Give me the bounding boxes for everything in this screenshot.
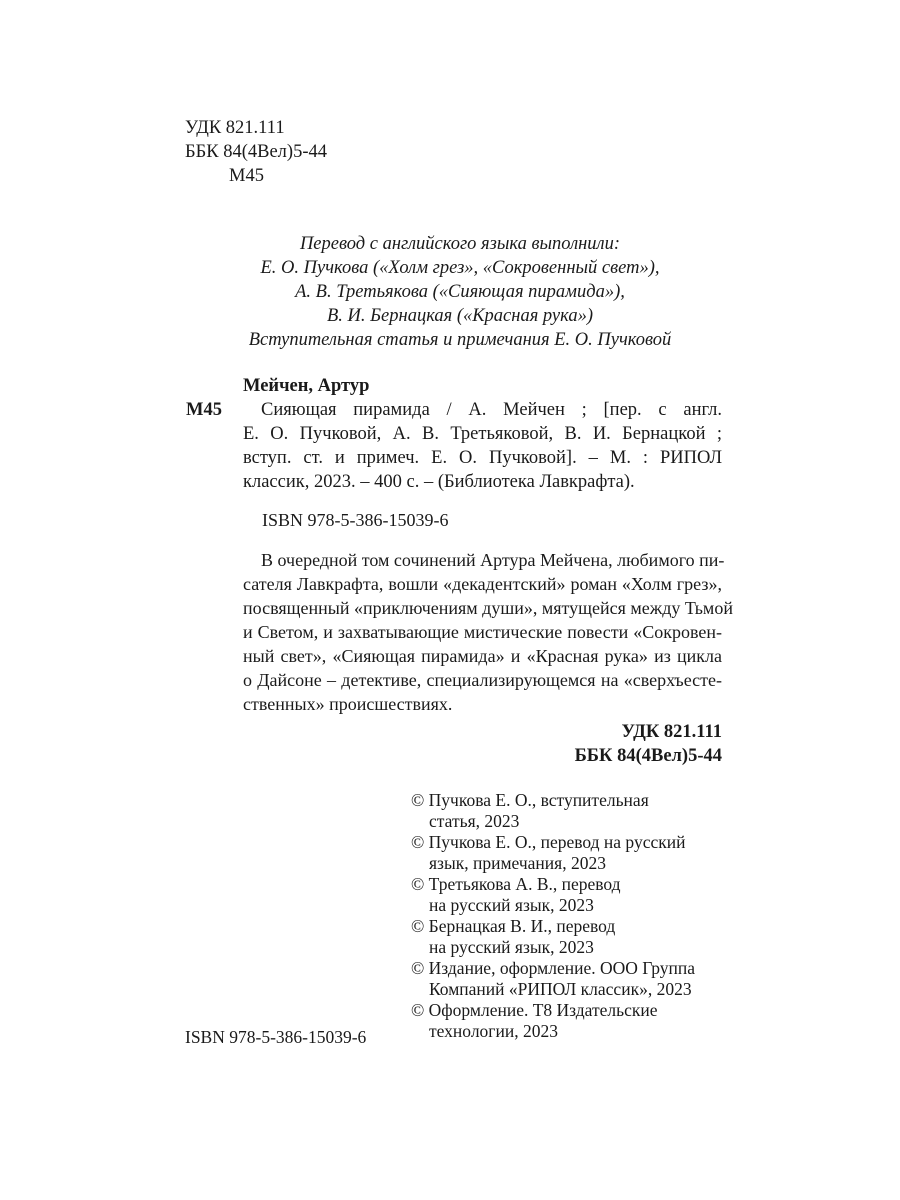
annotation [243, 550, 733, 718]
copyright-item: © Оформление. Т8 Издательские технологии, 2023 [411, 1000, 658, 1041]
annotation-line: сателя Лавкрафта, вошли «декадентский» роман «Холм грез», [243, 574, 722, 594]
annotation-line: о Дайсоне – детективе, специализирующемся на «сверхъесте- [243, 670, 722, 690]
copyright-item: © Третьякова А. В., перевод на русский язык, 2023 [411, 874, 621, 915]
udk-code-footer: УДК 821.111 [621, 722, 722, 742]
annotation-line: ный свет», «Сияющая пирамида» и «Красная рука» из цикла [243, 646, 722, 666]
copyright-item: © Издание, оформление. ООО Группа Компаний «РИПОЛ классик», 2023 [411, 958, 696, 999]
translators-line: Е. О. Пучкова («Холм грез», «Сокровенный свет»), [260, 258, 660, 278]
biblio-line: Сияющая пирамида / А. Мейчен ; [пер. с англ. [261, 400, 722, 420]
annotation-line: ственных» происшествиях. [243, 694, 453, 714]
author-mark: М45 [229, 166, 264, 186]
bibliographic-description [243, 398, 722, 494]
biblio-line: классик, 2023. – 400 с. – (Библиотека Лавкрафта). [243, 472, 635, 492]
classification-codes-footer [575, 720, 722, 768]
copyright-item: © Бернацкая В. И., перевод на русский язык, 2023 [411, 916, 616, 957]
translators-line: Перевод с английского языка выполнили: [299, 234, 621, 254]
copyright-notices [411, 790, 695, 1042]
classification-codes-header [185, 116, 327, 188]
translators-line: Вступительная статья и примечания Е. О. Пучковой [248, 330, 672, 350]
copyright-item: © Пучкова Е. О., вступительная статья, 2023 [411, 790, 649, 831]
annotation-line: посвященный «приключениям души», мятущейся между Тьмой [243, 598, 733, 618]
translators-block [232, 232, 688, 352]
annotation-line: и Светом, и захватывающие мистические повести «Сокровен- [243, 622, 722, 642]
translators-line: В. И. Бернацкая («Красная рука») [326, 306, 593, 326]
author-code: М45 [186, 400, 222, 420]
copyright-item: © Пучкова Е. О., перевод на русский язык, примечания, 2023 [411, 832, 686, 873]
udk-code: УДК 821.111 [185, 118, 285, 138]
translators-line: А. В. Третьякова («Сияющая пирамида»), [295, 282, 625, 302]
annotation-line: В очередной том сочинений Артура Мейчена, любимого пи- [261, 550, 725, 570]
biblio-line: Е. О. Пучковой, А. В. Третьяковой, В. И. Бернацкой ; [243, 424, 722, 444]
isbn-footer: ISBN 978-5-386-15039-6 [185, 1027, 367, 1047]
bbk-code: ББК 84(4Вел)5-44 [185, 142, 327, 162]
bbk-code-footer: ББК 84(4Вел)5-44 [574, 746, 722, 766]
author-heading: Мейчен, Артур [243, 376, 370, 396]
biblio-line: вступ. ст. и примеч. Е. О. Пучковой]. – М. : РИПОЛ [243, 448, 722, 468]
isbn-entry: ISBN 978-5-386-15039-6 [262, 510, 449, 530]
